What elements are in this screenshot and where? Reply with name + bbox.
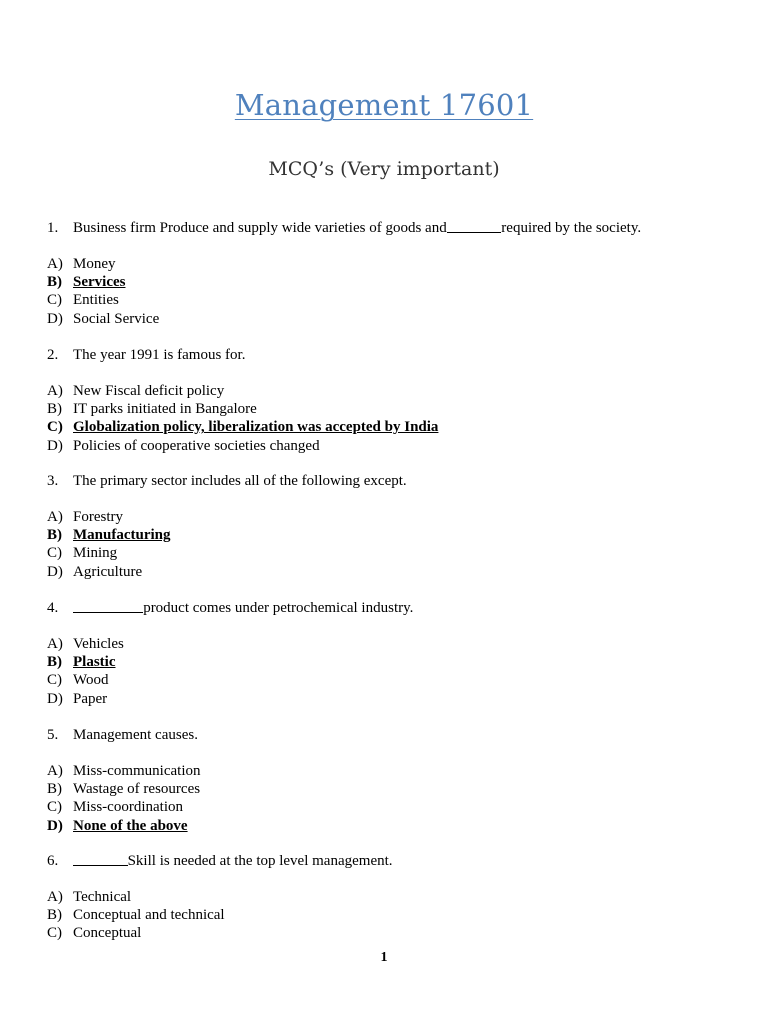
option-label: B)	[47, 401, 62, 418]
question-stem	[47, 472, 407, 490]
option-text: Forestry	[73, 509, 123, 525]
option-text: Conceptual and technical	[73, 907, 225, 924]
question-text-before: Management causes.	[73, 727, 198, 743]
option-label: A)	[47, 763, 63, 779]
answer-option	[47, 690, 107, 708]
answer-option	[47, 255, 116, 273]
question-number: 3.	[47, 473, 59, 489]
answer-option	[47, 762, 201, 780]
correct-option	[47, 653, 116, 671]
option-label: A)	[47, 636, 63, 652]
option-text: Entities	[73, 292, 119, 309]
question-text-after: Skill is needed at the top level management.	[127, 853, 393, 869]
answer-option	[47, 798, 183, 816]
option-label: A)	[47, 509, 63, 525]
answer-blank	[73, 852, 128, 866]
option-label: D)	[47, 690, 63, 707]
question-number: 2.	[47, 347, 59, 363]
answer-option	[47, 888, 131, 906]
option-text: New Fiscal deficit policy	[73, 383, 225, 399]
option-label: D)	[47, 310, 63, 327]
option-label: C)	[47, 545, 62, 562]
question-text-after: product comes under petrochemical industry.	[143, 600, 414, 616]
option-label: A)	[47, 383, 63, 399]
option-label: C)	[47, 672, 62, 689]
option-label: B)	[47, 654, 62, 671]
page-subtitle: MCQ’s (Very important)	[268, 158, 500, 180]
option-label: D)	[47, 563, 63, 580]
option-label: D)	[47, 817, 63, 834]
question-text	[73, 727, 198, 743]
option-text: Miss-communication	[73, 763, 201, 779]
option-text: None of the above	[73, 817, 188, 834]
answer-option	[47, 508, 123, 526]
answer-blank	[447, 219, 502, 233]
answer-option	[47, 310, 159, 328]
option-text: Vehicles	[73, 636, 124, 652]
question-text-after: required by the society.	[501, 220, 642, 236]
answer-option	[47, 635, 124, 653]
option-label: C)	[47, 799, 62, 816]
answer-option	[47, 544, 117, 562]
question-text	[73, 600, 413, 616]
option-text: Paper	[73, 690, 108, 707]
correct-option	[47, 526, 171, 544]
answer-option	[47, 291, 119, 309]
option-label: B)	[47, 527, 62, 544]
option-text: Globalization policy, liberalization was accepted by India	[73, 419, 439, 436]
option-text: Manufacturing	[73, 527, 171, 544]
correct-option	[47, 273, 125, 291]
question-number: 4.	[47, 600, 59, 616]
option-text: Social Service	[73, 310, 160, 327]
question-stem	[47, 852, 393, 870]
option-text: IT parks initiated in Bangalore	[73, 401, 257, 418]
option-text: Conceptual	[73, 925, 142, 942]
answer-option	[47, 924, 141, 942]
question-stem	[47, 219, 641, 237]
option-text: Plastic	[73, 654, 116, 671]
answer-option	[47, 400, 257, 418]
question-number: 1.	[47, 220, 59, 236]
answer-option	[47, 563, 142, 581]
answer-option	[47, 780, 200, 798]
option-text: Miss-coordination	[73, 799, 183, 816]
question-text	[73, 473, 407, 489]
answer-blank	[73, 599, 143, 613]
correct-option	[47, 418, 438, 436]
option-text: Services	[73, 274, 126, 291]
option-text: Wastage of resources	[73, 781, 201, 798]
option-label: B)	[47, 274, 62, 291]
question-text	[73, 220, 641, 236]
question-text-before: The primary sector includes all of the following except.	[73, 473, 407, 489]
option-label: A)	[47, 256, 63, 272]
page-number: 1	[380, 950, 388, 965]
option-label: C)	[47, 419, 63, 436]
option-text: Technical	[73, 889, 132, 905]
option-label: D)	[47, 437, 63, 454]
question-number: 5.	[47, 727, 59, 743]
question-text	[73, 347, 245, 363]
question-text-before: Business firm Produce and supply wide varieties of goods and	[73, 220, 447, 236]
option-text: Money	[73, 256, 116, 272]
question-stem	[47, 346, 245, 364]
question-number: 6.	[47, 853, 59, 869]
question-text-before: The year 1991 is famous for.	[73, 347, 246, 363]
question-text	[73, 853, 393, 869]
page-title: Management 17601	[234, 88, 534, 122]
option-label: B)	[47, 907, 62, 924]
option-label: A)	[47, 889, 63, 905]
option-text: Policies of cooperative societies changed	[73, 437, 320, 454]
answer-option	[47, 671, 108, 689]
question-stem	[47, 599, 413, 617]
answer-option	[47, 437, 320, 455]
option-label: C)	[47, 292, 62, 309]
question-stem	[47, 726, 198, 744]
correct-option	[47, 817, 188, 835]
option-text: Wood	[73, 672, 109, 689]
option-label: B)	[47, 781, 62, 798]
option-text: Mining	[73, 545, 118, 562]
option-text: Agriculture	[73, 563, 143, 580]
answer-option	[47, 906, 225, 924]
answer-option	[47, 382, 224, 400]
option-label: C)	[47, 925, 62, 942]
